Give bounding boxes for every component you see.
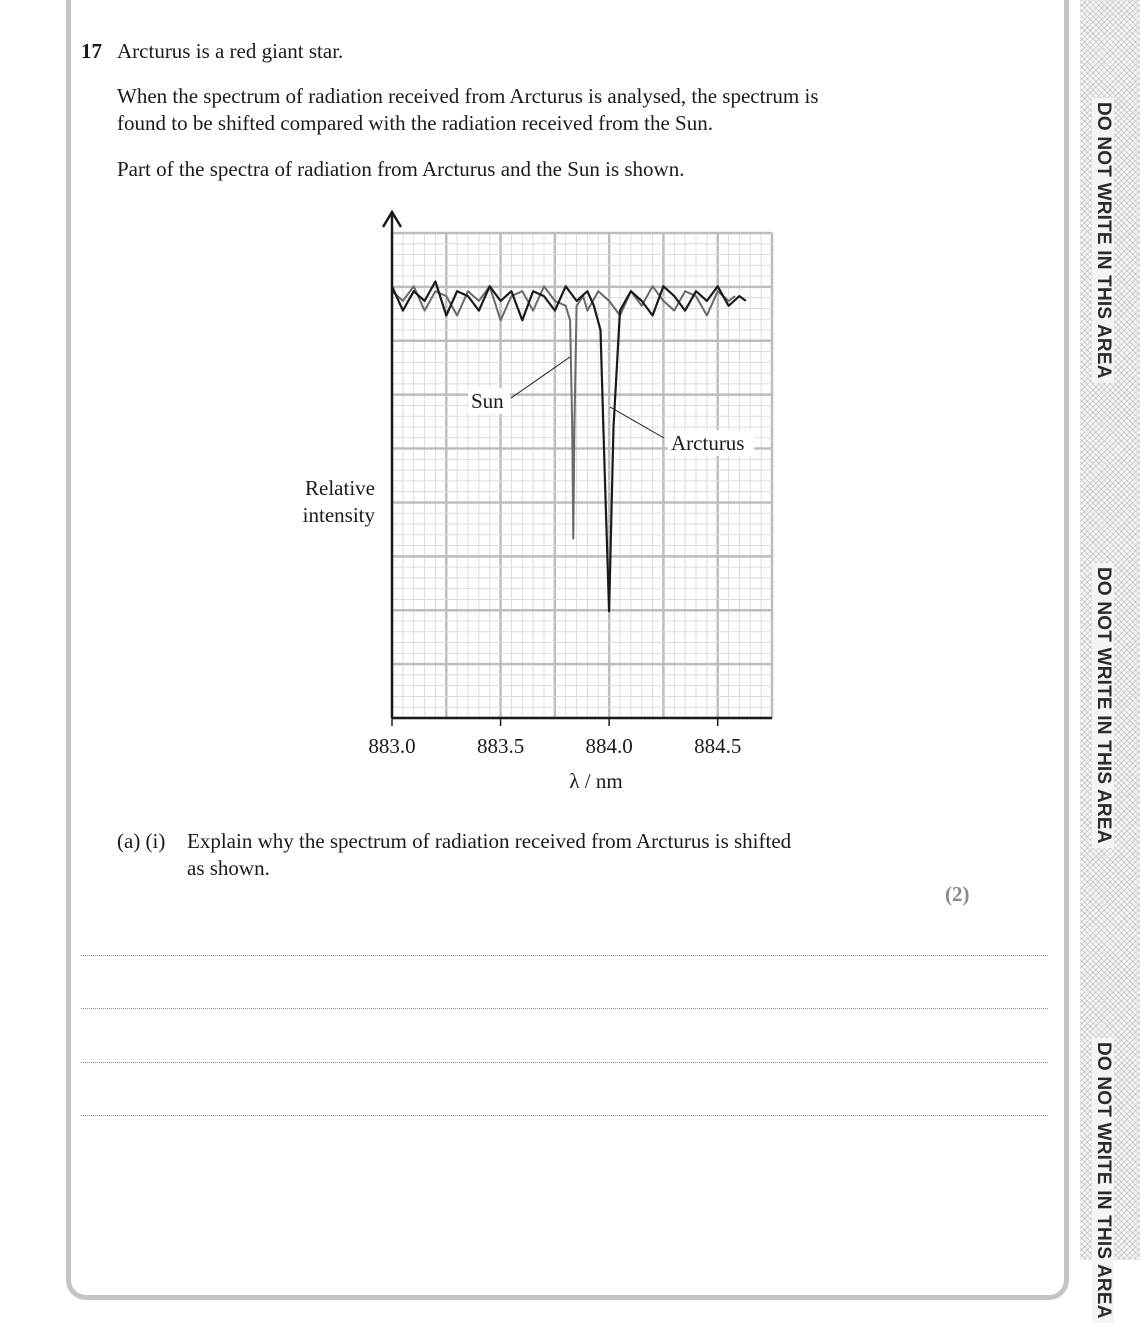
question-paragraph-line-1: When the spectrum of radiation received from Arcturus is analysed, the spectrum is [117,84,819,108]
question-stem: Arcturus is a red giant star. [117,39,344,63]
question-number: 17 [81,39,102,63]
question-paragraph-2: Part of the spectra of radiation from Arcturus and the Sun is shown. [117,157,685,181]
answer-line-4[interactable] [81,1115,1048,1116]
x-tick-label: 883.0 [368,734,416,758]
series-sun-line [392,286,735,538]
x-axis-label: λ / nm [569,769,623,793]
y-axis-label-line-2: intensity [302,503,375,527]
chart-grid [392,233,772,718]
answer-line-3[interactable] [81,1062,1048,1063]
marks-available: (2) [945,882,970,906]
sun-label: Sun [471,389,504,413]
answer-line-2[interactable] [81,1008,1048,1009]
arcturus-label: Arcturus [671,431,745,455]
x-tick-label: 884.5 [694,734,742,758]
question-paragraph-line-2: found to be shifted compared with the radiation received from the Sun. [117,111,713,135]
part-a-line-1: Explain why the spectrum of radiation received from Arcturus is shifted [187,829,792,853]
part-a-label: (a) (i) [117,829,166,853]
arcturus-leader-line [610,407,664,438]
x-tick-label: 883.5 [476,734,525,758]
answer-line-1[interactable] [81,955,1048,956]
sun-leader-line [511,357,570,398]
x-axis-ticks [368,718,741,758]
y-axis-label-line-1: Relative [305,476,375,500]
margin-warning-text: DO NOT WRITE IN THIS AREA [1092,98,1114,383]
x-tick-label: 884.0 [585,734,633,758]
margin-warning-text: DO NOT WRITE IN THIS AREA [1092,1038,1114,1323]
margin-warning-text: DO NOT WRITE IN THIS AREA [1092,563,1114,848]
part-a-line-2: as shown. [187,856,270,880]
